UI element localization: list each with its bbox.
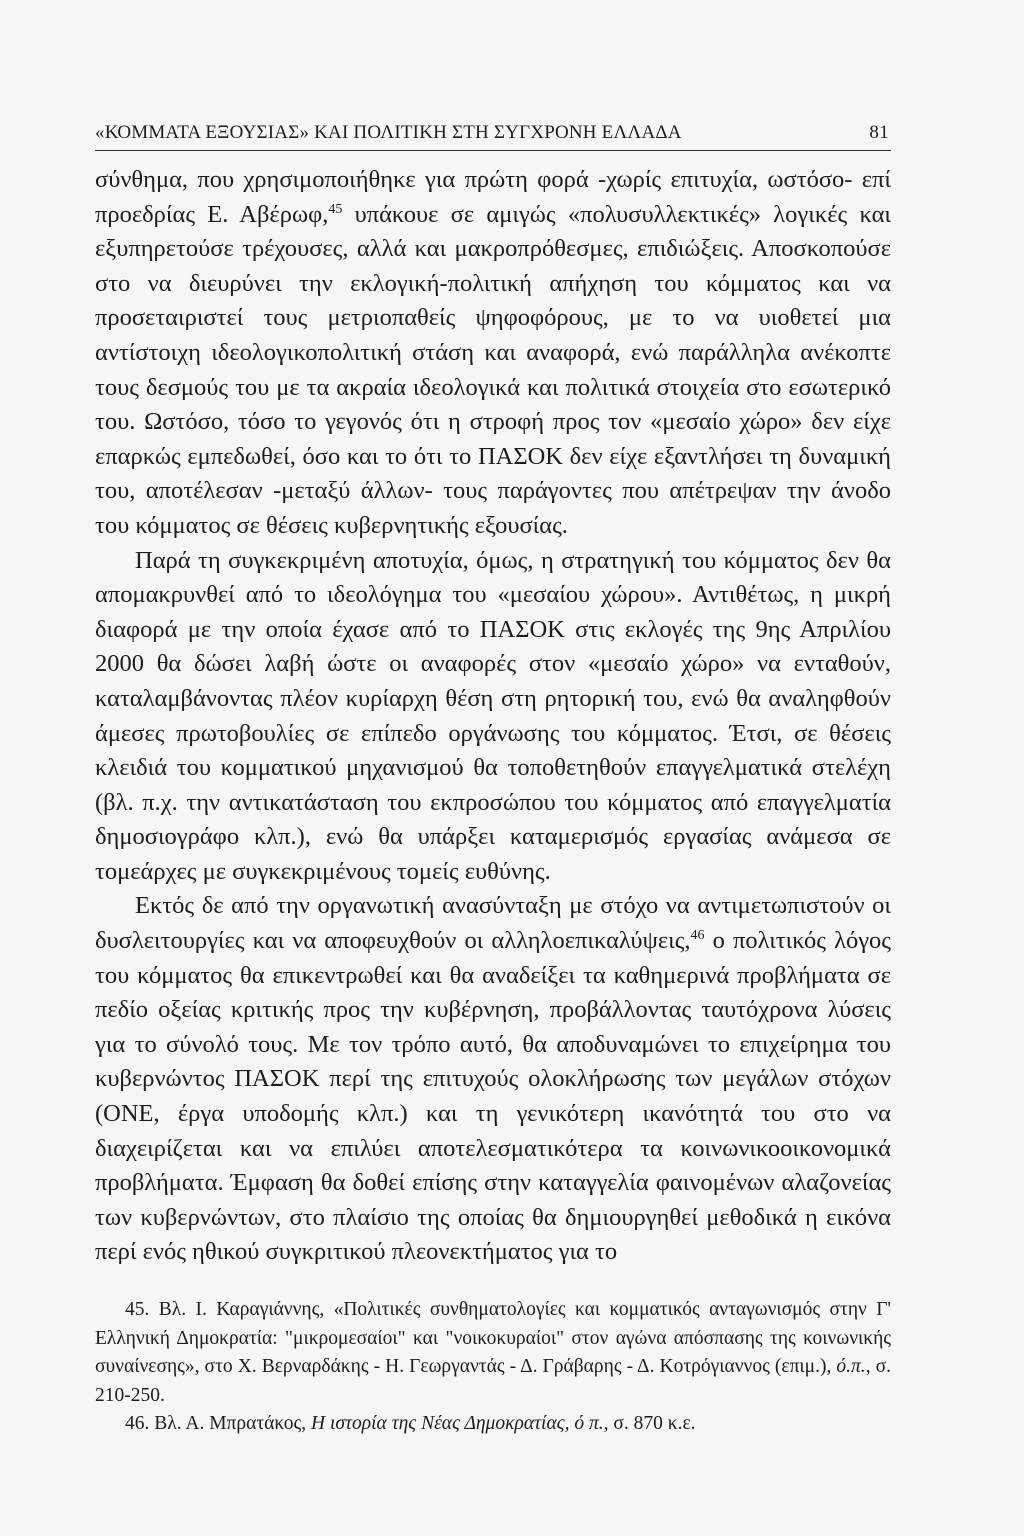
footnote-45-pages: , σ. 210-250. — [95, 1356, 891, 1406]
footnotes — [95, 1296, 891, 1439]
footnote-46 — [95, 1410, 891, 1439]
page-number: 81 — [869, 122, 889, 143]
paragraph-1 — [95, 163, 891, 544]
running-head-title: «ΚΟΜΜΑΤΑ ΕΞΟΥΣΙΑΣ» ΚΑΙ ΠΟΛΙΤΙΚΗ ΣΤΗ ΣΥΓΧΡΟΝΗ ΕΛΛΑΔΑ — [95, 122, 682, 143]
paragraph-3-start: Εκτός δε από την οργανωτική ανασύνταξη με στόχο να αντιμετωπιστούν οι δυσλειτουργίες και να αποφευχθούν οι αλληλοεπικαλύψεις, — [95, 892, 891, 955]
running-head — [95, 122, 891, 151]
paragraph-3-end: ο πολιτικός λόγος του κόμματος θα επικεντρωθεί και θα αναδείξει τα καθημερινά προβλήματα σε πεδίο οξείας κριτικής προς την κυβέρνηση, προβάλλοντας ταυτόχρονα λύσεις για το σύνολό τους. Με τον τρόπο αυτό, θα αποδυναμώνει το επιχείρημα του κυβερνώντος ΠΑΣΟΚ περί της επιτυχούς ολοκλήρωσης των μεγάλων στόχων (ΟΝΕ, έργα υποδομής κλπ.) και τη γενικότερη ικανότητά του στο να διαχειρίζεται και να επιλύει αποτελεσματικότερα τα κοινωνικοοικονομικά προβλήματα. Έμφαση θα δοθεί επίσης στην καταγγελία φαινομένων αλαζονείας των κυβερνώντων, στο πλαίσιο της οποίας θα δημιουργηθεί μεθοδικά η εικόνα περί ενός ηθικού συγκριτικού πλεονεκτήματος για το — [95, 927, 891, 1266]
footnote-46-italic: Η ιστορία της Νέας Δημοκρατίας, ό π. — [311, 1413, 604, 1435]
paragraph-1-end: υπάκουε σε αμιγώς «πολυσυλλεκτικές» λογικές και εξυπηρετούσε τρέχουσες, αλλά και μακροπρόθεσμες, επιδιώξεις. Αποσκοπούσε στο να διευρύνει την εκλογική-πολιτική απήχηση του κόμματος και να προσεταιριστεί τους μετριοπαθείς ψηφοφόρους, με το να υιοθετεί μια αντίστοιχη ιδεολογικοπολιτική στάση και αναφορά, ενώ παράλληλα ανέκοπτε τους δεσμούς του με τα ακραία ιδεολογικά και πολιτικά στοιχεία στο εσωτερικό του. Ωστόσο, τόσο το γεγονός ότι η στροφή προς τον «μεσαίο χώρο» δεν είχε επαρκώς εμπεδωθεί, όσο και το ότι το ΠΑΣΟΚ δεν είχε εξαντλήσει τη δυναμική του, αποτέλεσαν -μεταξύ άλλων- τους παράγοντες που απέτρεψαν την άνοδο του κόμματος σε θέσεις κυβερνητικής εξουσίας. — [95, 200, 891, 539]
footnote-45 — [95, 1296, 891, 1410]
footnote-46-text: 46. Βλ. Α. Μπρατάκος, — [125, 1413, 312, 1435]
footnote-ref-45: 45 — [328, 201, 343, 217]
paragraph-2: Παρά τη συγκεκριμένη αποτυχία, όμως, η στρατηγική του κόμματος δεν θα απομακρυνθεί από το ιδεολόγημα του «μεσαίου χώρου». Αντιθέτως, η μικρή διαφορά με την οποία έχασε από το ΠΑΣΟΚ στις εκλογές της 9ης Απριλίου 2000 θα δώσει λαβή ώστε οι αναφορές στον «μεσαίο χώρο» να ενταθούν, καταλαμβάνοντας πλέον κυρίαρχη θέση στη ρητορική του, ενώ θα αναληφθούν άμεσες πρωτοβουλίες σε επίπεδο οργάνωσης του κόμματος. Έτσι, σε θέσεις κλειδιά του κομματικού μηχανισμού θα τοποθετηθούν επαγγελματικά στελέχη (βλ. π.χ. την αντικατάσταση του εκπροσώπου του κόμματος από επαγγελματία δημοσιογράφο κλπ.), ενώ θα υπάρξει καταμερισμός εργασίας ανάμεσα σε τομεάρχες με συγκεκριμένους τομείς ευθύνης. — [95, 546, 891, 885]
footnote-45-text: 45. Βλ. Ι. Καραγιάννης, «Πολιτικές συνθηματολογίες και κομματικός ανταγωνισμός στην Γ' Ελληνική Δημοκρατία: "μικρομεσαίοι" και "νοικοκυραίοι" στον αγώνα απόσπασης της κοινωνικής συναίνεσης», στο Χ. Βερναρδάκης - Η. Γεωργαντάς - Δ. Γράβαρης - Δ. Κοτρόγιαννος (επιμ.), — [95, 1299, 891, 1378]
body-text — [95, 163, 891, 1270]
paragraph-3 — [95, 889, 891, 1270]
footnote-46-pages: , σ. 870 κ.ε. — [603, 1413, 696, 1435]
book-page — [95, 122, 891, 1439]
footnote-45-italic: ό.π. — [836, 1356, 866, 1378]
paragraph-1-start: σύνθημα, που χρησιμοποιήθηκε για πρώτη φορά -χωρίς επιτυχία, ωστόσο- επί προεδρίας Ε. Αβέρωφ, — [95, 166, 891, 228]
footnote-ref-46: 46 — [690, 928, 705, 944]
